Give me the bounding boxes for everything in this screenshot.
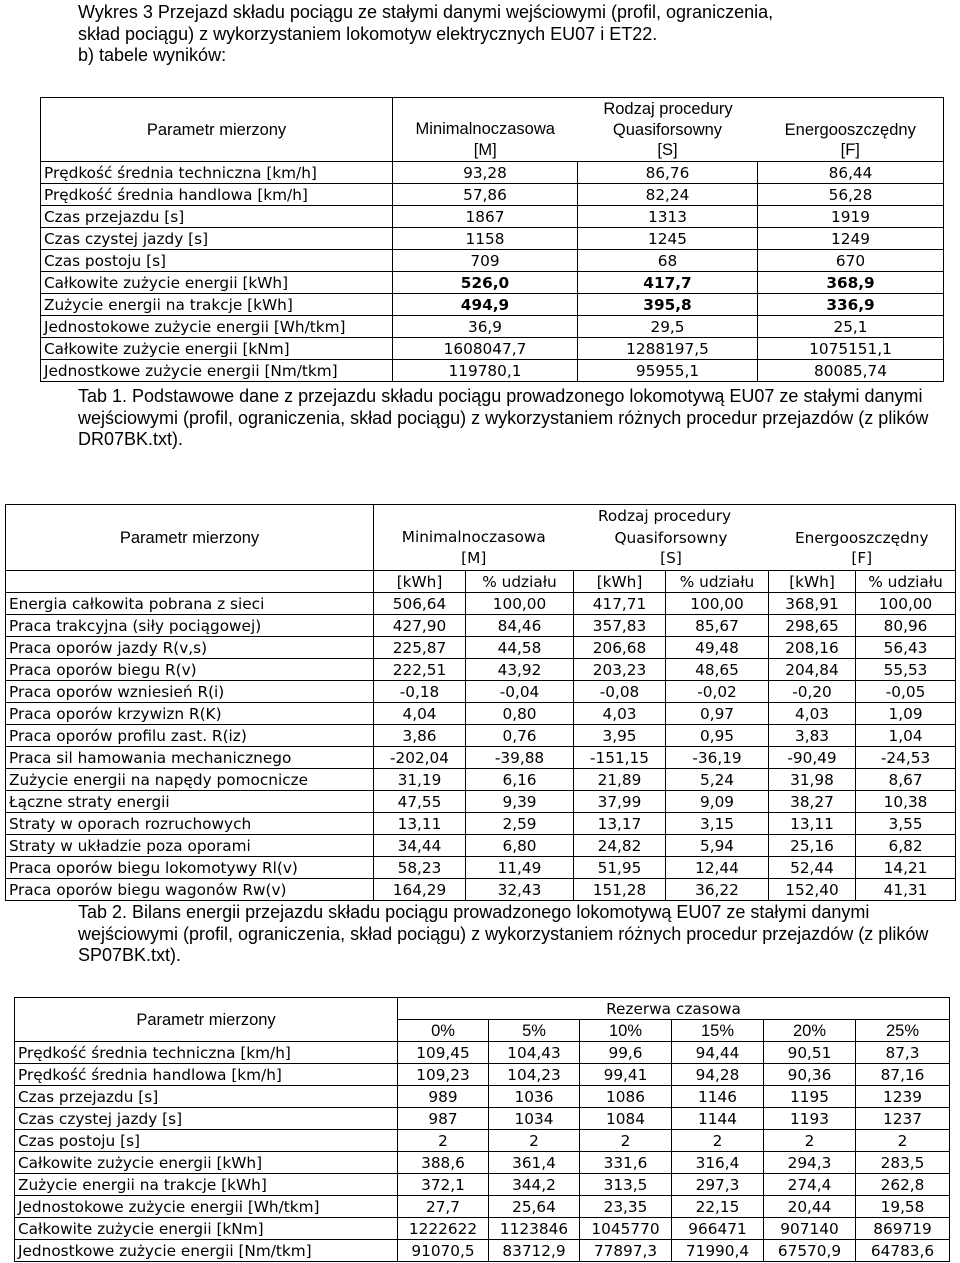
table-row xyxy=(41,360,944,382)
cell-value: 388,6 xyxy=(398,1152,489,1174)
cell-value: 0,97 xyxy=(666,703,769,725)
table-row xyxy=(15,1218,950,1240)
table-row xyxy=(6,791,956,813)
cell-value: 6,80 xyxy=(466,835,574,857)
cell-value: 2 xyxy=(856,1130,950,1152)
cell-value: 5,24 xyxy=(666,769,769,791)
cell-value: 274,4 xyxy=(764,1174,856,1196)
cell-value: 6,16 xyxy=(466,769,574,791)
row-label: Prędkość średnia handlowa [km/h] xyxy=(41,184,393,206)
cell-value: 222,51 xyxy=(374,659,466,681)
table-row xyxy=(41,206,944,228)
cell-value: 2 xyxy=(580,1130,672,1152)
cell-m: 494,9 xyxy=(393,294,578,316)
table-row xyxy=(6,813,956,835)
cell-value: 84,46 xyxy=(466,615,574,637)
cell-value: 283,5 xyxy=(856,1152,950,1174)
cell-value: 357,83 xyxy=(574,615,666,637)
table-row xyxy=(6,857,956,879)
cell-value: 77897,3 xyxy=(580,1240,672,1262)
col-header-f: Energooszczędny [F] xyxy=(769,526,956,571)
cell-value: 164,29 xyxy=(374,879,466,901)
cell-value: 344,2 xyxy=(489,1174,580,1196)
cell-f: 25,1 xyxy=(758,316,944,338)
table-row xyxy=(15,1042,950,1064)
cell-value: 4,04 xyxy=(374,703,466,725)
cell-value: 294,3 xyxy=(764,1152,856,1174)
row-label: Praca oporów wzniesień R(i) xyxy=(6,681,374,703)
cell-value: 417,71 xyxy=(574,593,666,615)
cell-value: 1222622 xyxy=(398,1218,489,1240)
cell-value: 31,98 xyxy=(769,769,856,791)
cell-value: 83712,9 xyxy=(489,1240,580,1262)
cell-value: 20,44 xyxy=(764,1196,856,1218)
cell-value: 1146 xyxy=(672,1086,764,1108)
reserve-col-header: 20% xyxy=(764,1020,856,1042)
cell-s: 417,7 xyxy=(578,272,758,294)
intro-line-2: skład pociągu) z wykorzystaniem lokomotyw elektrycznych EU07 i ET22. xyxy=(78,23,658,44)
row-label: Jednostkowe zużycie energii [Nm/tkm] xyxy=(15,1240,398,1262)
param-header: Parametr mierzony xyxy=(15,998,398,1042)
row-label: Praca sil hamowania mechanicznego xyxy=(6,747,374,769)
row-label: Praca trakcyjna (siły pociągowej) xyxy=(6,615,374,637)
cell-f: 336,9 xyxy=(758,294,944,316)
cell-value: 90,51 xyxy=(764,1042,856,1064)
col-header-s: Quasiforsowny [S] xyxy=(574,526,769,571)
cell-value: 2 xyxy=(489,1130,580,1152)
cell-value: 38,27 xyxy=(769,791,856,813)
table-row xyxy=(6,835,956,857)
col-header-s: Quasiforsowny [S] xyxy=(578,119,758,162)
intro-text xyxy=(78,2,948,67)
row-label: Energia całkowita pobrana z sieci xyxy=(6,593,374,615)
cell-value: 87,16 xyxy=(856,1064,950,1086)
reserve-col-header: 25% xyxy=(856,1020,950,1042)
cell-s: 68 xyxy=(578,250,758,272)
cell-value: -0,20 xyxy=(769,681,856,703)
cell-m: 1867 xyxy=(393,206,578,228)
table-row xyxy=(15,1174,950,1196)
cell-value: 14,21 xyxy=(856,857,956,879)
cell-value: -0,05 xyxy=(856,681,956,703)
cell-s: 1245 xyxy=(578,228,758,250)
procedure-group-header: Rodzaj procedury xyxy=(393,98,944,120)
cell-value: 298,65 xyxy=(769,615,856,637)
cell-value: 0,76 xyxy=(466,725,574,747)
cell-value: -0,02 xyxy=(666,681,769,703)
row-label: Czas postoju [s] xyxy=(15,1130,398,1152)
cell-value: 13,11 xyxy=(374,813,466,835)
table-row xyxy=(6,769,956,791)
cell-value: 10,38 xyxy=(856,791,956,813)
table-row xyxy=(15,1152,950,1174)
cell-value: 109,23 xyxy=(398,1064,489,1086)
unit-kwh: [kWh] xyxy=(574,571,666,593)
cell-value: 3,95 xyxy=(574,725,666,747)
cell-value: 51,95 xyxy=(574,857,666,879)
cell-value: 100,00 xyxy=(856,593,956,615)
cell-value: 13,11 xyxy=(769,813,856,835)
cell-value: 41,31 xyxy=(856,879,956,901)
table-row xyxy=(6,659,956,681)
table-row xyxy=(6,725,956,747)
cell-value: 80,96 xyxy=(856,615,956,637)
table-row xyxy=(41,294,944,316)
table-row xyxy=(6,879,956,901)
row-label: Całkowite zużycie energii [kNm] xyxy=(41,338,393,360)
cell-value: 12,44 xyxy=(666,857,769,879)
cell-value: 9,39 xyxy=(466,791,574,813)
results-table-1 xyxy=(40,97,944,382)
intro-line-3: b) tabele wyników: xyxy=(78,45,227,65)
table-row xyxy=(41,250,944,272)
cell-value: 55,53 xyxy=(856,659,956,681)
cell-value: 8,67 xyxy=(856,769,956,791)
cell-value: 100,00 xyxy=(666,593,769,615)
cell-value: 152,40 xyxy=(769,879,856,901)
cell-value: -202,04 xyxy=(374,747,466,769)
cell-m: 709 xyxy=(393,250,578,272)
cell-value: 5,94 xyxy=(666,835,769,857)
cell-value: -0,08 xyxy=(574,681,666,703)
table-row xyxy=(15,1130,950,1152)
cell-value: 1144 xyxy=(672,1108,764,1130)
unit-pct: % udziału xyxy=(466,571,574,593)
row-label: Czas postoju [s] xyxy=(41,250,393,272)
cell-value: 368,91 xyxy=(769,593,856,615)
table-row xyxy=(6,637,956,659)
cell-value: 1,04 xyxy=(856,725,956,747)
cell-s: 29,5 xyxy=(578,316,758,338)
row-label: Jednostokowe zużycie energii [Wh/tkm] xyxy=(41,316,393,338)
row-label: Czas czystej jazdy [s] xyxy=(41,228,393,250)
cell-value: 64783,6 xyxy=(856,1240,950,1262)
cell-value: 94,28 xyxy=(672,1064,764,1086)
unit-kwh: [kWh] xyxy=(769,571,856,593)
table-row xyxy=(15,1240,950,1262)
cell-value: 331,6 xyxy=(580,1152,672,1174)
cell-value: 1036 xyxy=(489,1086,580,1108)
intro-line-1: Wykres 3 Przejazd składu pociągu ze stałymi danymi wejściowymi (profil, ograniczenia, xyxy=(78,2,774,22)
row-label: Zużycie energii na trakcje [kWh] xyxy=(41,294,393,316)
cell-m: 93,28 xyxy=(393,162,578,184)
procedure-group-header: Rodzaj procedury xyxy=(374,505,956,527)
cell-value: 37,99 xyxy=(574,791,666,813)
cell-m: 526,0 xyxy=(393,272,578,294)
table-row xyxy=(15,1086,950,1108)
cell-value: 100,00 xyxy=(466,593,574,615)
cell-value: -151,15 xyxy=(574,747,666,769)
cell-value: 4,03 xyxy=(574,703,666,725)
cell-value: 32,43 xyxy=(466,879,574,901)
cell-m: 57,86 xyxy=(393,184,578,206)
cell-value: 989 xyxy=(398,1086,489,1108)
cell-value: 52,44 xyxy=(769,857,856,879)
cell-value: 2 xyxy=(672,1130,764,1152)
cell-value: 204,84 xyxy=(769,659,856,681)
row-label: Czas czystej jazdy [s] xyxy=(15,1108,398,1130)
cell-value: 372,1 xyxy=(398,1174,489,1196)
cell-value: 3,55 xyxy=(856,813,956,835)
row-label: Prędkość średnia techniczna [km/h] xyxy=(15,1042,398,1064)
cell-value: 90,36 xyxy=(764,1064,856,1086)
unit-kwh: [kWh] xyxy=(374,571,466,593)
cell-value: 6,82 xyxy=(856,835,956,857)
cell-value: 427,90 xyxy=(374,615,466,637)
cell-value: 67570,9 xyxy=(764,1240,856,1262)
row-label: Łączne straty energii xyxy=(6,791,374,813)
cell-value: 58,23 xyxy=(374,857,466,879)
cell-value: 2 xyxy=(764,1130,856,1152)
caption-2: Tab 2. Bilans energii przejazdu składu pociągu prowadzonego lokomotywą EU07 ze stałymi danymi wejściowymi (profil, ograniczenia, skład pociągu) z wykorzystaniem różnych procedur przejazdów (z plików SP07BK.txt). xyxy=(78,902,929,965)
cell-m: 1158 xyxy=(393,228,578,250)
cell-value: 1086 xyxy=(580,1086,672,1108)
cell-value: 1193 xyxy=(764,1108,856,1130)
cell-f: 86,44 xyxy=(758,162,944,184)
cell-value: 94,44 xyxy=(672,1042,764,1064)
row-label: Całkowite zużycie energii [kNm] xyxy=(15,1218,398,1240)
cell-value: 22,15 xyxy=(672,1196,764,1218)
table-row xyxy=(15,1196,950,1218)
unit-row-spacer xyxy=(6,571,374,593)
cell-value: 297,3 xyxy=(672,1174,764,1196)
cell-value: 3,15 xyxy=(666,813,769,835)
unit-pct: % udziału xyxy=(856,571,956,593)
cell-value: 99,6 xyxy=(580,1042,672,1064)
cell-f: 1075151,1 xyxy=(758,338,944,360)
cell-value: 31,19 xyxy=(374,769,466,791)
cell-value: 23,35 xyxy=(580,1196,672,1218)
cell-s: 395,8 xyxy=(578,294,758,316)
row-label: Jednostokowe zużycie energii [Wh/tkm] xyxy=(15,1196,398,1218)
table-row xyxy=(41,162,944,184)
cell-value: 1195 xyxy=(764,1086,856,1108)
cell-s: 86,76 xyxy=(578,162,758,184)
cell-value: 313,5 xyxy=(580,1174,672,1196)
cell-value: 225,87 xyxy=(374,637,466,659)
cell-value: -90,49 xyxy=(769,747,856,769)
row-label: Jednostkowe zużycie energii [Nm/tkm] xyxy=(41,360,393,382)
cell-value: 56,43 xyxy=(856,637,956,659)
cell-s: 95955,1 xyxy=(578,360,758,382)
table-row xyxy=(6,593,956,615)
cell-f: 1249 xyxy=(758,228,944,250)
cell-value: 43,92 xyxy=(466,659,574,681)
cell-value: 9,09 xyxy=(666,791,769,813)
cell-value: 48,65 xyxy=(666,659,769,681)
cell-value: 0,80 xyxy=(466,703,574,725)
cell-m: 36,9 xyxy=(393,316,578,338)
cell-value: 25,64 xyxy=(489,1196,580,1218)
cell-value: 0,95 xyxy=(666,725,769,747)
row-label: Czas przejazdu [s] xyxy=(15,1086,398,1108)
cell-value: 1034 xyxy=(489,1108,580,1130)
cell-value: 1237 xyxy=(856,1108,950,1130)
cell-value: 361,4 xyxy=(489,1152,580,1174)
cell-value: 47,55 xyxy=(374,791,466,813)
row-label: Praca oporów biegu lokomotywy Rl(v) xyxy=(6,857,374,879)
cell-value: 34,44 xyxy=(374,835,466,857)
table-row xyxy=(15,1064,950,1086)
cell-value: 151,28 xyxy=(574,879,666,901)
cell-value: -0,18 xyxy=(374,681,466,703)
cell-value: 49,48 xyxy=(666,637,769,659)
cell-value: 3,83 xyxy=(769,725,856,747)
cell-value: 99,41 xyxy=(580,1064,672,1086)
col-header-m: Minimalnoczasowa [M] xyxy=(393,119,578,162)
cell-value: 208,16 xyxy=(769,637,856,659)
row-label: Całkowite zużycie energii [kWh] xyxy=(15,1152,398,1174)
energy-balance-table xyxy=(5,504,956,901)
table-row xyxy=(41,272,944,294)
cell-value: 262,8 xyxy=(856,1174,950,1196)
row-label: Zużycie energii na napędy pomocnicze xyxy=(6,769,374,791)
row-label: Praca oporów biegu R(v) xyxy=(6,659,374,681)
reserve-col-header: 10% xyxy=(580,1020,672,1042)
cell-f: 368,9 xyxy=(758,272,944,294)
cell-value: 506,64 xyxy=(374,593,466,615)
cell-s: 82,24 xyxy=(578,184,758,206)
cell-m: 1608047,7 xyxy=(393,338,578,360)
cell-value: 2 xyxy=(398,1130,489,1152)
reserve-group-header: Rezerwa czasowa xyxy=(398,998,950,1020)
table-row xyxy=(6,747,956,769)
cell-value: 1239 xyxy=(856,1086,950,1108)
cell-f: 56,28 xyxy=(758,184,944,206)
row-label: Praca oporów profilu zast. R(iz) xyxy=(6,725,374,747)
time-reserve-table xyxy=(14,997,950,1262)
cell-value: 1084 xyxy=(580,1108,672,1130)
cell-s: 1313 xyxy=(578,206,758,228)
param-header: Parametr mierzony xyxy=(6,505,374,571)
table-row xyxy=(41,228,944,250)
cell-value: 109,45 xyxy=(398,1042,489,1064)
reserve-col-header: 5% xyxy=(489,1020,580,1042)
table-row xyxy=(41,316,944,338)
row-label: Praca oporów krzywizn R(K) xyxy=(6,703,374,725)
reserve-col-header: 0% xyxy=(398,1020,489,1042)
cell-value: 27,7 xyxy=(398,1196,489,1218)
cell-value: 316,4 xyxy=(672,1152,764,1174)
row-label: Czas przejazdu [s] xyxy=(41,206,393,228)
table-row xyxy=(6,681,956,703)
cell-value: 966471 xyxy=(672,1218,764,1240)
cell-value: 1123846 xyxy=(489,1218,580,1240)
row-label: Zużycie energii na trakcje [kWh] xyxy=(15,1174,398,1196)
cell-value: 13,17 xyxy=(574,813,666,835)
cell-value: 4,03 xyxy=(769,703,856,725)
cell-value: 3,86 xyxy=(374,725,466,747)
cell-value: 11,49 xyxy=(466,857,574,879)
cell-f: 1919 xyxy=(758,206,944,228)
row-label: Straty w oporach rozruchowych xyxy=(6,813,374,835)
param-header: Parametr mierzony xyxy=(41,98,393,162)
cell-value: -36,19 xyxy=(666,747,769,769)
cell-f: 670 xyxy=(758,250,944,272)
cell-value: 87,3 xyxy=(856,1042,950,1064)
table-row xyxy=(41,184,944,206)
unit-pct: % udziału xyxy=(666,571,769,593)
table-row xyxy=(15,1108,950,1130)
cell-value: 71990,4 xyxy=(672,1240,764,1262)
cell-value: -24,53 xyxy=(856,747,956,769)
cell-value: 104,23 xyxy=(489,1064,580,1086)
cell-value: 2,59 xyxy=(466,813,574,835)
cell-value: 21,89 xyxy=(574,769,666,791)
cell-value: 25,16 xyxy=(769,835,856,857)
cell-value: 24,82 xyxy=(574,835,666,857)
cell-value: 1,09 xyxy=(856,703,956,725)
cell-value: 869719 xyxy=(856,1218,950,1240)
cell-value: 206,68 xyxy=(574,637,666,659)
col-header-f: Energooszczędny [F] xyxy=(758,119,944,162)
row-label: Prędkość średnia techniczna [km/h] xyxy=(41,162,393,184)
cell-s: 1288197,5 xyxy=(578,338,758,360)
cell-value: 987 xyxy=(398,1108,489,1130)
cell-value: 104,43 xyxy=(489,1042,580,1064)
caption-1: Tab 1. Podstawowe dane z przejazdu składu pociągu prowadzonego lokomotywą EU07 ze stałymi danymi wejściowymi (profil, ograniczenia, skład pociągu) z wykorzystaniem różnych procedur przejazdów (z plików DR07BK.txt). xyxy=(78,386,929,449)
table-row xyxy=(6,703,956,725)
cell-value: -39,88 xyxy=(466,747,574,769)
cell-f: 80085,74 xyxy=(758,360,944,382)
reserve-col-header: 15% xyxy=(672,1020,764,1042)
cell-value: 36,22 xyxy=(666,879,769,901)
cell-value: 19,58 xyxy=(856,1196,950,1218)
row-label: Praca oporów biegu wagonów Rw(v) xyxy=(6,879,374,901)
cell-value: 1045770 xyxy=(580,1218,672,1240)
row-label: Prędkość średnia handlowa [km/h] xyxy=(15,1064,398,1086)
cell-value: 91070,5 xyxy=(398,1240,489,1262)
table-row xyxy=(6,615,956,637)
cell-value: 907140 xyxy=(764,1218,856,1240)
row-label: Całkowite zużycie energii [kWh] xyxy=(41,272,393,294)
cell-value: 44,58 xyxy=(466,637,574,659)
cell-m: 119780,1 xyxy=(393,360,578,382)
cell-value: -0,04 xyxy=(466,681,574,703)
row-label: Straty w układzie poza oporami xyxy=(6,835,374,857)
cell-value: 203,23 xyxy=(574,659,666,681)
col-header-m: Minimalnoczasowa [M] xyxy=(374,526,574,571)
row-label: Praca oporów jazdy R(v,s) xyxy=(6,637,374,659)
cell-value: 85,67 xyxy=(666,615,769,637)
table-row xyxy=(41,338,944,360)
